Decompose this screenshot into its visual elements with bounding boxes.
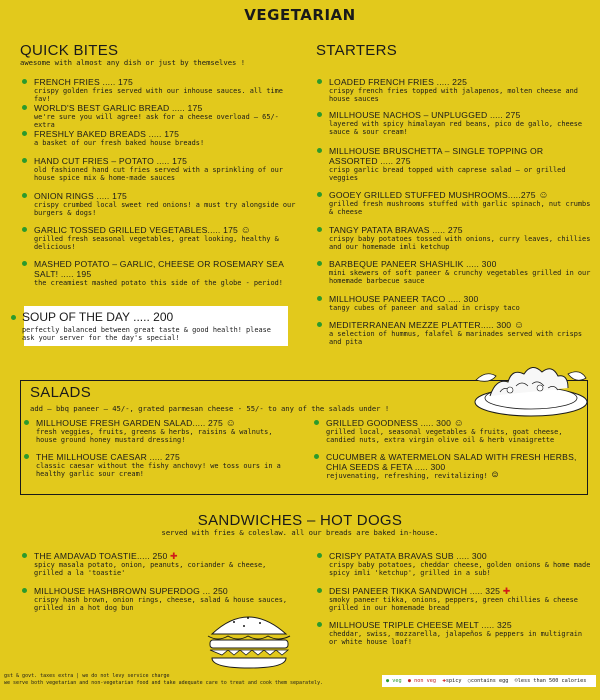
item-name-text: MILLHOUSE FRESH GARDEN SALAD..... 275 [36, 418, 223, 428]
salads-subtitle: add – bbq paneer – 45/-, grated parmesan cheese - 55/- to any of the salads under ! [30, 404, 390, 413]
item-name: MILLHOUSE NACHOS – UNPLUGGED ..... 275 [329, 110, 521, 120]
veg-bullet-icon [22, 588, 27, 593]
item-name: THE MILLHOUSE CAESAR ..... 275 [36, 452, 181, 462]
item-name: ONION RINGS ..... 175 [34, 191, 128, 201]
item-desc: crispy baby potatoes tossed with onions, curry leaves, chillies and our homemade imli ketchup [329, 235, 591, 252]
item-desc: a selection of hummus, falafel & marinades served with crisps and pita [329, 330, 583, 347]
sandwiches-heading: SANDWICHES – HOT DOGS [197, 512, 403, 529]
legend-egg: contains egg [470, 678, 509, 684]
item-desc: smoky paneer tikka, onions, peppers, green chillies & cheese grilled in our homemade bread [329, 596, 578, 613]
item-name: TANGY PATATA BRAVAS ..... 275 [329, 225, 463, 235]
item-desc: crispy golden fries served with our inhouse sauces. all time fav! [34, 87, 283, 104]
egg-icon: ○ [467, 678, 471, 684]
menu-item [329, 551, 591, 578]
veg-bullet-icon [22, 261, 27, 266]
item-name [326, 418, 584, 428]
menu-item [34, 77, 296, 104]
item-name [34, 551, 292, 561]
menu-item [329, 294, 591, 312]
menu-item [34, 191, 296, 218]
item-name: MASHED POTATO – GARLIC, CHEESE OR ROSEMARY SEA SALT! ..... 195 [34, 259, 284, 279]
veg-bullet-icon [317, 227, 322, 232]
veg-bullet-icon [317, 296, 322, 301]
veg-bullet-icon [24, 454, 29, 459]
item-desc: spicy masala potato, onion, peanuts, coriander & cheese, grilled a la 'toastie' [34, 561, 267, 578]
item-name: HAND CUT FRIES – POTATO ..... 175 [34, 156, 188, 166]
menu-item [329, 190, 591, 217]
menu-item [329, 77, 591, 104]
item-desc-text: crisp garlic bread topped with caprese salad – or grilled veggies [329, 166, 566, 183]
item-desc [326, 472, 584, 480]
item-name: MILLHOUSE PANEER TACO ..... 300 [329, 294, 479, 304]
veg-bullet-icon [314, 420, 319, 425]
chili-icon: ✚ [502, 586, 511, 596]
item-desc: old fashioned hand cut fries served with a sprinkling of our house spice mix & home-made sauces [34, 166, 283, 183]
item-name-text: DESI PANEER TIKKA SANDWICH ..... 325 [329, 586, 501, 596]
item-desc: a basket of our fresh baked house breads! [34, 139, 205, 147]
menu-item [326, 418, 584, 445]
chili-icon: ✚ [170, 551, 178, 561]
item-desc: fresh veggies, fruits, greens & herbs, raisins & walnuts, house ground honey mustard dressing! [36, 428, 273, 445]
starters-heading: STARTERS [316, 42, 398, 59]
menu-item [329, 320, 591, 347]
item-name [34, 225, 296, 235]
salads-heading: SALADS [30, 384, 91, 401]
legend-nonveg: ● non veg [407, 678, 436, 684]
smiley-icon: ☺ [491, 470, 498, 481]
veg-bullet-icon [11, 315, 16, 320]
item-name [329, 586, 591, 596]
item-desc: tangy cubes of paneer and salad in crispy taco [329, 304, 520, 312]
veg-bullet-icon [317, 79, 322, 84]
veg-bullet-icon [317, 588, 322, 593]
item-name: MILLHOUSE BRUSCHETTA – SINGLE TOPPING OR ASSORTED ..... 275 [329, 146, 544, 166]
item-name-text: GARLIC TOSSED GRILLED VEGETABLES..... 175 [34, 225, 239, 235]
item-name: LOADED FRENCH FRIES ..... 225 [329, 77, 468, 87]
menu-item [329, 146, 591, 183]
item-name [36, 418, 294, 428]
veg-bullet-icon [317, 192, 322, 197]
item-desc: layered with spicy himalayan red beans, pico de gallo, cheese sauce & sour cream! [329, 120, 583, 137]
veg-bullet-icon [22, 131, 27, 136]
item-desc-text: rejuvenating, refreshing, revitalizing! [326, 472, 488, 480]
item-desc [329, 166, 591, 183]
item-desc: classic caesar without the fishy anchovy! we toss ours in a healthy garlic sour cream! [36, 462, 281, 479]
item-desc: crispy crumbed local sweet red onions! a must try alongside our burgers & dogs! [34, 201, 296, 218]
item-name [329, 320, 591, 330]
footer-tax-note: gst & govt. taxes extra | we do not levy service charge [4, 673, 170, 679]
menu-item [34, 551, 292, 578]
veg-bullet-icon [317, 261, 322, 266]
smiley-icon: ☺ [453, 418, 465, 429]
item-name-text: GRILLED GOODNESS ..... 300 [326, 418, 452, 428]
item-desc: cheddar, swiss, mozzarella, jalapeños & peppers in multigrain or white house loaf! [329, 630, 583, 647]
veg-bullet-icon [317, 622, 322, 627]
soup-name: SOUP OF THE DAY ..... 200 [22, 310, 174, 324]
veg-bullet-icon [22, 158, 27, 163]
item-name-text: GOOEY GRILLED STUFFED MUSHROOMS.....275 [329, 190, 536, 200]
veg-bullet-icon [317, 553, 322, 558]
veg-bullet-icon [317, 322, 322, 327]
quick-bites-subtitle: awesome with almost any dish or just by themselves ! [20, 58, 246, 67]
veg-bullet-icon [314, 454, 319, 459]
item-name: FRESHLY BAKED BREADS ..... 175 [34, 129, 180, 139]
menu-item [329, 225, 591, 252]
item-desc: mini skewers of soft paneer & crunchy vegetables grilled in our homemade barbecue sauce [329, 269, 591, 286]
menu-item [36, 452, 294, 479]
item-name: WORLD'S BEST GARLIC BREAD ..... 175 [34, 103, 203, 113]
footer-food-note: we serve both vegetarian and non-vegetarian food and take adequate care to treat and cook them separately. [4, 680, 324, 686]
menu-item [36, 418, 294, 445]
item-name: BARBEQUE PANEER SHASHLIK ..... 300 [329, 259, 497, 269]
item-name: FRENCH FRIES ..... 175 [34, 77, 133, 87]
item-name-text: MEDITERRANEAN MEZZE PLATTER..... 300 [329, 320, 512, 330]
menu-item [329, 620, 591, 647]
item-desc: grilled local, seasonal vegetables & fruits, goat cheese, candied nuts, extra virgin olive oil & herb vinaigrette [326, 428, 563, 445]
quick-bites-heading: QUICK BITES [20, 42, 119, 59]
menu-item [34, 129, 296, 147]
veg-bullet-icon [22, 79, 27, 84]
soup-desc: perfectly balanced between great taste & good health! please ask your server for the day's special! [22, 326, 271, 343]
page-title: VEGETARIAN [244, 6, 356, 24]
sandwiches-subtitle: served with fries & coleslaw. all our breads are baked in-house. [161, 528, 439, 537]
veg-bullet-icon [317, 112, 322, 117]
legend-spicy: spicy [445, 678, 462, 684]
item-desc: grilled fresh mushrooms stuffed with garlic spinach, nut crumbs & cheese [329, 200, 591, 217]
smiley-icon: ☺ [225, 418, 236, 429]
item-desc: crispy french fries topped with jalapenos, molten cheese and house sauces [329, 87, 578, 104]
smiley-icon: ☺ [538, 190, 549, 201]
smiley-icon: ☺ [514, 678, 518, 684]
burger-illustration [200, 604, 298, 672]
menu-item [326, 452, 584, 480]
veg-bullet-icon [317, 148, 322, 153]
menu-item [329, 586, 591, 613]
item-name: CUCUMBER & WATERMELON SALAD WITH FRESH HERBS, CHIA SEEDS & FETA ..... 300 [326, 452, 577, 472]
item-name [329, 190, 591, 200]
smiley-icon: ☺ [513, 320, 525, 331]
veg-bullet-icon [24, 420, 29, 425]
menu-item [34, 259, 296, 287]
veg-bullet-icon [22, 553, 27, 558]
menu-item [34, 156, 296, 183]
salad-bowl-illustration [470, 358, 592, 420]
item-desc: grilled fresh seasonal vegetables, great looking, healthy & delicious! [34, 235, 279, 252]
item-desc: crispy baby potatoes, cheddar cheese, golden onions & home made spicy imli 'ketchup', grilled in a sub! [329, 561, 591, 578]
veg-bullet-icon [22, 227, 27, 232]
item-desc: we're sure you will agree! ask for a cheese overload – 65/- extra [34, 113, 279, 130]
item-desc: the creamiest mashed potato this side of the globe - period! [34, 279, 283, 287]
menu-item [329, 259, 591, 286]
item-name: MILLHOUSE HASHBROWN SUPERDOG ... 250 [34, 586, 228, 596]
legend [382, 675, 596, 687]
item-name: MILLHOUSE TRIPLE CHEESE MELT ..... 325 [329, 620, 512, 630]
item-desc: crispy hash brown, onion rings, cheese, salad & house sauces, grilled in a hot dog bun [34, 596, 288, 613]
veg-bullet-icon [22, 105, 27, 110]
menu-item [329, 110, 591, 137]
smiley-icon: ☺ [240, 225, 252, 236]
legend-veg: ● veg [386, 678, 402, 684]
veg-bullet-icon [22, 193, 27, 198]
chili-icon: ✚ [442, 677, 446, 684]
menu-item [34, 225, 296, 252]
item-name-text: THE AMDAVAD TOASTIE..... 250 [34, 551, 168, 561]
menu-item [34, 103, 296, 130]
legend-low-cal: less than 500 calories [517, 678, 587, 684]
item-name: CRISPY PATATA BRAVAS SUB ..... 300 [329, 551, 487, 561]
